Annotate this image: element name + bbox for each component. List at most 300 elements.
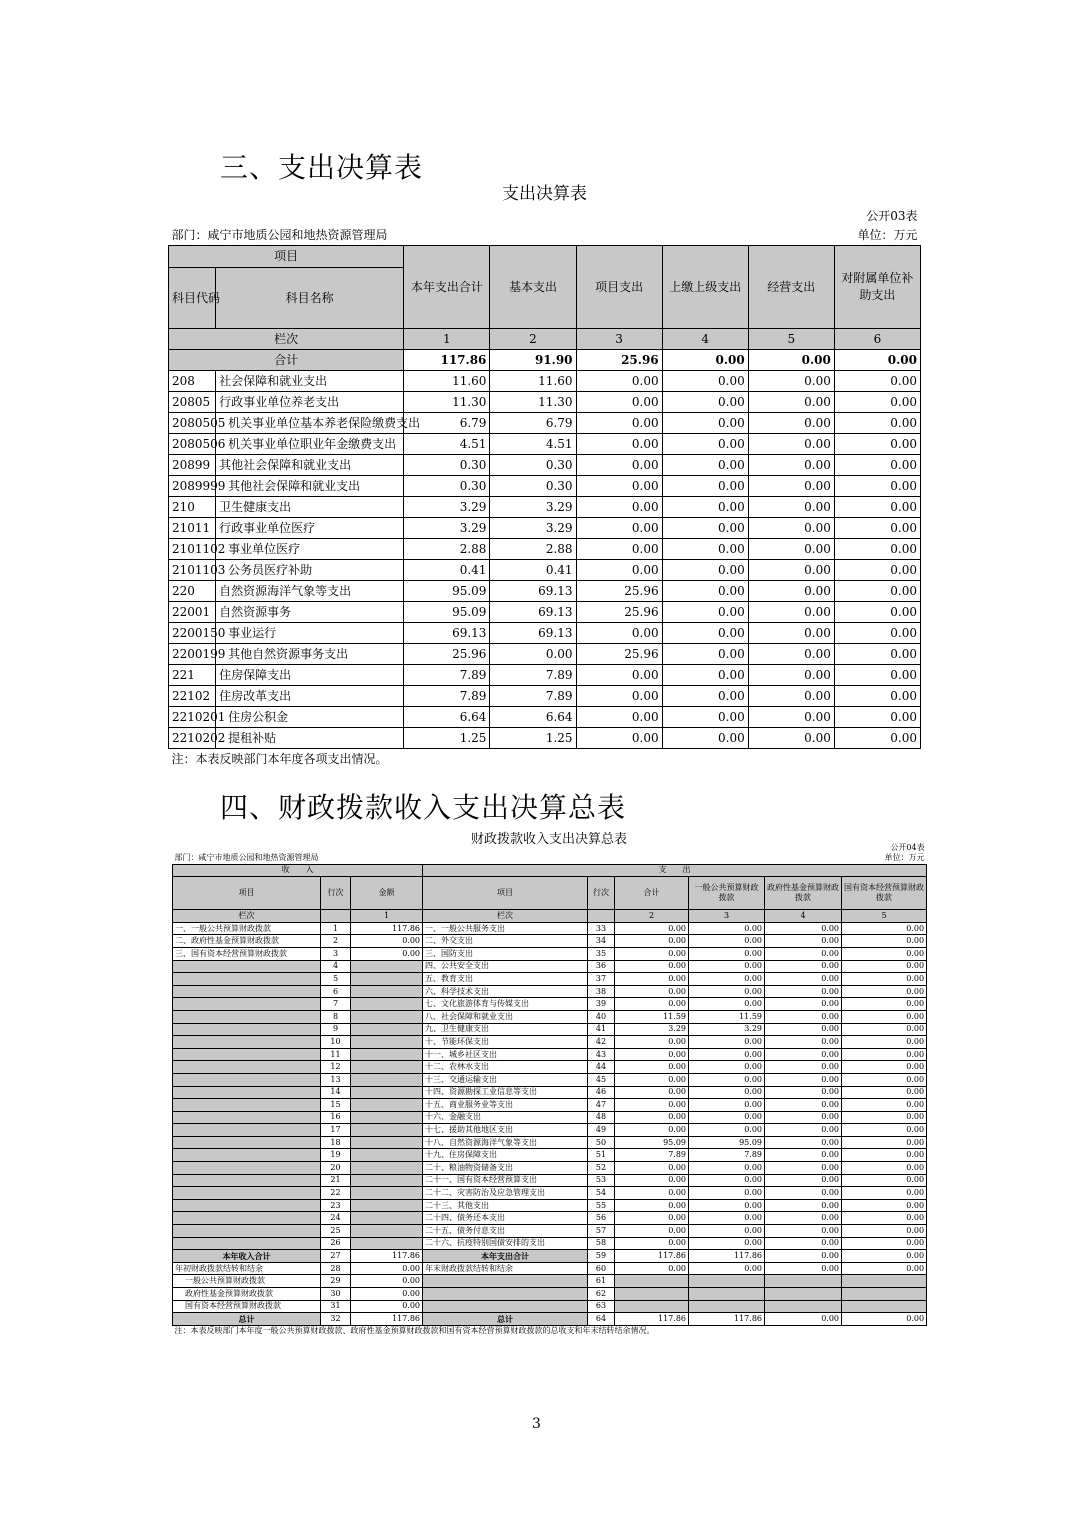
amount-cell: 0.00 <box>576 539 662 560</box>
expense-amount: 0.00 <box>615 935 689 948</box>
expense-amount: 0.00 <box>689 1174 765 1187</box>
table-row <box>169 644 921 665</box>
expense-amount: 0.00 <box>689 985 765 998</box>
expense-amount: 0.00 <box>689 935 765 948</box>
grand-total-label: 总计 <box>423 1313 588 1326</box>
subject-name: 提租补贴 <box>216 728 404 749</box>
row-number: 4 <box>321 960 351 973</box>
table-row <box>173 1199 927 1212</box>
income-total-label: 本年收入合计 <box>173 1250 321 1263</box>
amount-cell: 1.25 <box>490 728 576 749</box>
table-row <box>173 1073 927 1086</box>
amount-cell: 0.00 <box>834 434 920 455</box>
subject-code: 220 <box>169 581 216 602</box>
expense-item: 四、公共安全支出 <box>423 960 588 973</box>
subject-name: 公务员医疗补助 <box>216 560 404 581</box>
header-col-project: 项目支出 <box>576 246 662 329</box>
table-row <box>173 1162 927 1175</box>
expense-item: 二十二、灾害防治及应急管理支出 <box>423 1187 588 1200</box>
expense-amount: 0.00 <box>615 1061 689 1074</box>
table-row <box>173 1288 927 1301</box>
expense-amount: 0.00 <box>615 985 689 998</box>
row-number: 36 <box>588 960 615 973</box>
expense-amount: 0.00 <box>689 1225 765 1238</box>
expense-amount: 0.00 <box>842 998 927 1011</box>
amount-cell: 0.00 <box>748 371 834 392</box>
lanci-label: 栏次 <box>423 910 588 923</box>
amount-cell: 0.00 <box>662 686 748 707</box>
income-amount <box>351 1048 423 1061</box>
expense-amount: 0.00 <box>765 922 842 935</box>
amount-cell: 3.29 <box>490 518 576 539</box>
amount-cell: 0.00 <box>576 665 662 686</box>
amount-cell: 25.96 <box>576 602 662 623</box>
subject-code: 20899 <box>169 455 216 476</box>
expense-amount: 0.00 <box>765 1174 842 1187</box>
amount-cell: 0.41 <box>404 560 490 581</box>
amount-cell: 0.00 <box>748 728 834 749</box>
income-item: 三、国有资本经营预算财政拨款 <box>173 947 321 960</box>
amount-cell: 0.00 <box>662 728 748 749</box>
row-number: 16 <box>321 1111 351 1124</box>
amount-cell: 2.88 <box>404 539 490 560</box>
expense-header: 支 出 <box>423 864 927 877</box>
expense-amount: 0.00 <box>615 1212 689 1225</box>
expense-amount: 0.00 <box>842 1212 927 1225</box>
expense-amount: 0.00 <box>689 1212 765 1225</box>
row-number: 57 <box>588 1225 615 1238</box>
page-number: 3 <box>532 1416 541 1432</box>
row-number: 48 <box>588 1111 615 1124</box>
lanci-label: 栏次 <box>173 910 321 923</box>
expense-amount: 0.00 <box>842 1237 927 1250</box>
income-item <box>173 1199 321 1212</box>
subject-name: 其他自然资源事务支出 <box>216 644 404 665</box>
grand-total-value: 0.00 <box>842 1313 927 1326</box>
expense-total-value: 0.00 <box>842 1250 927 1263</box>
amount-cell: 0.00 <box>834 665 920 686</box>
table-row <box>173 960 927 973</box>
expense-amount: 0.00 <box>765 947 842 960</box>
income-amount <box>351 1237 423 1250</box>
lanci-label: 栏次 <box>169 329 404 350</box>
expense-amount: 0.00 <box>615 947 689 960</box>
amount-cell: 0.00 <box>748 665 834 686</box>
income-item <box>173 1187 321 1200</box>
expense-item: 十、节能环保支出 <box>423 1036 588 1049</box>
begin-balance-label: 年初财政拨款结转和结余 <box>173 1262 321 1275</box>
table-row <box>169 497 921 518</box>
amount-cell: 0.00 <box>834 371 920 392</box>
table-row <box>173 998 927 1011</box>
income-item <box>173 1048 321 1061</box>
amount-cell: 3.29 <box>404 518 490 539</box>
expense-amount: 0.00 <box>765 1162 842 1175</box>
subject-code: 21011 <box>169 518 216 539</box>
expense-amount: 0.00 <box>842 1162 927 1175</box>
subject-code: 2080506 <box>169 434 216 455</box>
amount-cell: 0.41 <box>490 560 576 581</box>
total-label: 合计 <box>169 350 404 371</box>
empty-cell <box>842 1275 927 1288</box>
end-balance-value: 0.00 <box>842 1262 927 1275</box>
expense-amount: 0.00 <box>689 1199 765 1212</box>
amount-cell: 0.00 <box>662 371 748 392</box>
amount-cell: 0.00 <box>662 392 748 413</box>
income-amount <box>351 1174 423 1187</box>
expense-amount: 0.00 <box>765 1136 842 1149</box>
expense-item: 七、文化旅游体育与传媒支出 <box>423 998 588 1011</box>
amount-cell: 0.00 <box>834 602 920 623</box>
subject-name: 自然资源事务 <box>216 602 404 623</box>
subject-code: 221 <box>169 665 216 686</box>
expense-amount: 0.00 <box>765 1010 842 1023</box>
empty-cell <box>765 1300 842 1313</box>
amount-cell: 0.00 <box>576 392 662 413</box>
income-amount <box>351 1073 423 1086</box>
subject-code: 208 <box>169 371 216 392</box>
expense-amount: 0.00 <box>842 1086 927 1099</box>
table-row <box>173 1048 927 1061</box>
income-item <box>173 1010 321 1023</box>
amount-cell: 0.30 <box>404 455 490 476</box>
income-item <box>173 1086 321 1099</box>
expense-amount: 0.00 <box>765 973 842 986</box>
subject-name: 行政事业单位医疗 <box>216 518 404 539</box>
grand-total-value: 117.86 <box>615 1313 689 1326</box>
row-number: 60 <box>588 1262 615 1275</box>
row-number: 23 <box>321 1199 351 1212</box>
expense-amount: 0.00 <box>842 1187 927 1200</box>
grand-total-label: 总计 <box>173 1313 321 1326</box>
expense-amount: 0.00 <box>615 1199 689 1212</box>
expense-amount: 3.29 <box>689 1023 765 1036</box>
expense-amount: 0.00 <box>765 1225 842 1238</box>
amount-cell: 0.00 <box>662 602 748 623</box>
amount-cell: 69.13 <box>490 623 576 644</box>
header-col-subsidy: 对附属单位补助支出 <box>834 246 920 329</box>
amount-cell: 11.30 <box>490 392 576 413</box>
income-amount <box>351 1124 423 1137</box>
amount-cell: 0.00 <box>748 434 834 455</box>
table-row <box>173 1023 927 1036</box>
income-amount: 0.00 <box>351 935 423 948</box>
subject-name: 卫生健康支出 <box>216 497 404 518</box>
table-row <box>169 371 921 392</box>
grand-total-value: 117.86 <box>351 1313 423 1326</box>
row-number: 9 <box>321 1023 351 1036</box>
expense-total-label: 本年支出合计 <box>423 1250 588 1263</box>
table-row <box>173 922 927 935</box>
amount-cell: 0.00 <box>834 560 920 581</box>
end-balance-value: 0.00 <box>765 1262 842 1275</box>
income-item <box>173 1212 321 1225</box>
expense-amount: 0.00 <box>765 985 842 998</box>
end-balance-label: 年末财政拨款结转和结余 <box>423 1262 588 1275</box>
col-number: 3 <box>576 329 662 350</box>
income-item <box>173 1099 321 1112</box>
col-number: 1 <box>351 910 423 923</box>
subject-code: 210 <box>169 497 216 518</box>
subject-name: 事业运行 <box>216 623 404 644</box>
table-row <box>169 665 921 686</box>
expense-amount: 0.00 <box>615 1174 689 1187</box>
amount-cell: 11.30 <box>404 392 490 413</box>
table-row <box>169 728 921 749</box>
row-number: 11 <box>321 1048 351 1061</box>
expense-amount: 0.00 <box>689 1162 765 1175</box>
expense-amount: 0.00 <box>842 1023 927 1036</box>
col-number: 1 <box>404 329 490 350</box>
section3-heading: 三、支出决算表 <box>220 151 424 184</box>
row-number: 10 <box>321 1036 351 1049</box>
amount-cell: 0.00 <box>576 371 662 392</box>
sub-income-item: 国有资本经营预算财政拨款 <box>173 1300 321 1313</box>
income-amount <box>351 1199 423 1212</box>
expense-amount: 0.00 <box>765 1199 842 1212</box>
expense-item: 三、国防支出 <box>423 947 588 960</box>
amount-cell: 0.00 <box>834 413 920 434</box>
table-row <box>169 686 921 707</box>
expense-amount: 11.59 <box>615 1010 689 1023</box>
hdr-row: 行次 <box>321 877 351 910</box>
expense-amount: 95.09 <box>615 1136 689 1149</box>
income-item <box>173 1136 321 1149</box>
income-amount <box>351 1225 423 1238</box>
total-value: 0.00 <box>834 350 920 371</box>
table-row <box>173 1237 927 1250</box>
amount-cell: 6.64 <box>404 707 490 728</box>
amount-cell: 0.00 <box>834 518 920 539</box>
amount-cell: 25.96 <box>404 644 490 665</box>
amount-cell: 95.09 <box>404 581 490 602</box>
end-balance-value: 0.00 <box>615 1262 689 1275</box>
hdr-general: 一般公共预算财政拨款 <box>689 877 765 910</box>
amount-cell: 0.00 <box>662 539 748 560</box>
amount-cell: 0.00 <box>662 665 748 686</box>
subject-name: 机关事业单位职业年金缴费支出 <box>216 434 404 455</box>
expense-item: 十七、援助其他地区支出 <box>423 1124 588 1137</box>
amount-cell: 7.89 <box>404 665 490 686</box>
expense-amount: 0.00 <box>765 1061 842 1074</box>
amount-cell: 0.00 <box>662 707 748 728</box>
end-balance-value: 0.00 <box>689 1262 765 1275</box>
hdr-state-capital: 国有资本经营预算财政拨款 <box>842 877 927 910</box>
expense-amount: 0.00 <box>689 1073 765 1086</box>
table-row <box>169 581 921 602</box>
row-number: 46 <box>588 1086 615 1099</box>
table-row <box>173 973 927 986</box>
subject-code: 2210202 <box>169 728 216 749</box>
row-number: 6 <box>321 985 351 998</box>
amount-cell: 0.00 <box>576 413 662 434</box>
expense-amount: 0.00 <box>615 1237 689 1250</box>
row-number: 1 <box>321 922 351 935</box>
table-row <box>173 1010 927 1023</box>
expense-amount: 3.29 <box>615 1023 689 1036</box>
income-amount <box>351 1212 423 1225</box>
row-number: 2 <box>321 935 351 948</box>
amount-cell: 7.89 <box>404 686 490 707</box>
row-number: 43 <box>588 1048 615 1061</box>
amount-cell: 0.00 <box>662 455 748 476</box>
subject-code: 2210201 <box>169 707 216 728</box>
row-number: 42 <box>588 1036 615 1049</box>
hdr-total: 合计 <box>615 877 689 910</box>
expense-amount: 0.00 <box>689 1036 765 1049</box>
col-number: 6 <box>834 329 920 350</box>
expense-item: 五、教育支出 <box>423 973 588 986</box>
income-item <box>173 998 321 1011</box>
hdr-item: 项目 <box>423 877 588 910</box>
col-number: 2 <box>490 329 576 350</box>
expense-item: 二十三、其他支出 <box>423 1199 588 1212</box>
col-number: 4 <box>765 910 842 923</box>
expense-amount: 0.00 <box>689 1111 765 1124</box>
table-row <box>173 1187 927 1200</box>
amount-cell: 0.00 <box>748 392 834 413</box>
row-number: 13 <box>321 1073 351 1086</box>
subject-name: 住房改革支出 <box>216 686 404 707</box>
income-item <box>173 960 321 973</box>
expense-amount: 0.00 <box>765 1111 842 1124</box>
expense-amount: 0.00 <box>689 973 765 986</box>
expense-amount: 0.00 <box>842 985 927 998</box>
table-row <box>173 1086 927 1099</box>
expense-item: 二十四、债务还本支出 <box>423 1212 588 1225</box>
expense-item: 十九、住房保障支出 <box>423 1149 588 1162</box>
table-row <box>169 434 921 455</box>
row-number: 15 <box>321 1099 351 1112</box>
amount-cell: 6.64 <box>490 707 576 728</box>
expense-amount: 0.00 <box>615 1048 689 1061</box>
amount-cell: 0.30 <box>490 455 576 476</box>
income-item <box>173 1124 321 1137</box>
grand-total-value: 0.00 <box>765 1313 842 1326</box>
amount-cell: 69.13 <box>404 623 490 644</box>
table-title: 支出决算表 <box>502 183 587 204</box>
expense-amount: 0.00 <box>689 960 765 973</box>
table-row <box>173 1061 927 1074</box>
expense-amount: 0.00 <box>842 1010 927 1023</box>
expense-amount: 0.00 <box>689 1086 765 1099</box>
expense-amount: 0.00 <box>765 1212 842 1225</box>
expense-amount: 0.00 <box>689 1237 765 1250</box>
unit-label: 单位：万元 <box>884 852 925 862</box>
income-amount: 0.00 <box>351 947 423 960</box>
expense-amount: 0.00 <box>689 947 765 960</box>
subject-name: 机关事业单位基本养老保险缴费支出 <box>216 413 404 434</box>
amount-cell: 0.00 <box>748 497 834 518</box>
amount-cell: 3.29 <box>404 497 490 518</box>
empty-cell <box>321 910 351 923</box>
amount-cell: 0.00 <box>834 539 920 560</box>
hdr-amount: 金额 <box>351 877 423 910</box>
amount-cell: 0.00 <box>748 455 834 476</box>
amount-cell: 25.96 <box>576 581 662 602</box>
table-row <box>173 1225 927 1238</box>
total-value: 117.86 <box>404 350 490 371</box>
amount-cell: 0.00 <box>834 455 920 476</box>
income-amount <box>351 1111 423 1124</box>
expense-amount: 0.00 <box>765 1086 842 1099</box>
empty-cell <box>615 1288 689 1301</box>
table-row <box>169 707 921 728</box>
expense-amount: 0.00 <box>842 1136 927 1149</box>
sub-income-item: 一般公共预算财政拨款 <box>173 1275 321 1288</box>
row-number: 54 <box>588 1187 615 1200</box>
col-number: 5 <box>842 910 927 923</box>
expense-item: 二十、粮油物资储备支出 <box>423 1162 588 1175</box>
hdr-item: 项目 <box>173 877 321 910</box>
expense-item: 一、一般公共服务支出 <box>423 922 588 935</box>
row-number: 28 <box>321 1262 351 1275</box>
expense-amount: 0.00 <box>765 960 842 973</box>
empty-cell <box>423 1300 588 1313</box>
hdr-gov-fund: 政府性基金预算财政拨款 <box>765 877 842 910</box>
row-number: 45 <box>588 1073 615 1086</box>
expense-amount: 7.89 <box>615 1149 689 1162</box>
expense-amount: 0.00 <box>842 1225 927 1238</box>
header-col-basic: 基本支出 <box>490 246 576 329</box>
income-amount <box>351 1136 423 1149</box>
income-amount: 117.86 <box>351 922 423 935</box>
amount-cell: 0.00 <box>576 518 662 539</box>
amount-cell: 25.96 <box>576 644 662 665</box>
expense-item: 六、科学技术支出 <box>423 985 588 998</box>
expense-item: 十八、自然资源海洋气象等支出 <box>423 1136 588 1149</box>
empty-cell <box>615 1275 689 1288</box>
expense-amount: 0.00 <box>615 1124 689 1137</box>
expense-amount: 0.00 <box>842 1073 927 1086</box>
income-item: 一、一般公共预算财政拨款 <box>173 922 321 935</box>
row-number: 59 <box>588 1250 615 1263</box>
expense-amount: 0.00 <box>765 1036 842 1049</box>
table2-title: 财政拨款收入支出决算总表 <box>470 832 627 847</box>
department-label: 部门：咸宁市地质公园和地热资源管理局 <box>174 852 319 862</box>
grand-total-value: 117.86 <box>689 1313 765 1326</box>
income-amount <box>351 998 423 1011</box>
amount-cell: 0.00 <box>662 581 748 602</box>
subject-code: 2101103 <box>169 560 216 581</box>
amount-cell: 1.25 <box>404 728 490 749</box>
expense-item: 二十五、债务付息支出 <box>423 1225 588 1238</box>
expense-total-value: 117.86 <box>689 1250 765 1263</box>
subject-code: 2101102 <box>169 539 216 560</box>
amount-cell: 3.29 <box>490 497 576 518</box>
col-number: 2 <box>615 910 689 923</box>
expense-amount: 0.00 <box>842 1124 927 1137</box>
table-row <box>173 947 927 960</box>
row-number: 37 <box>588 973 615 986</box>
income-item <box>173 1225 321 1238</box>
row-number: 7 <box>321 998 351 1011</box>
amount-cell: 0.00 <box>662 476 748 497</box>
header-col-operating: 经营支出 <box>748 246 834 329</box>
table-row <box>173 1124 927 1137</box>
amount-cell: 0.00 <box>834 476 920 497</box>
row-number: 55 <box>588 1199 615 1212</box>
expense-amount: 0.00 <box>615 1162 689 1175</box>
expense-amount: 0.00 <box>615 1099 689 1112</box>
amount-cell: 69.13 <box>490 581 576 602</box>
empty-cell <box>765 1288 842 1301</box>
table-row <box>173 985 927 998</box>
amount-cell: 0.30 <box>490 476 576 497</box>
row-number: 31 <box>321 1300 351 1313</box>
income-item <box>173 1061 321 1074</box>
table-row <box>173 935 927 948</box>
